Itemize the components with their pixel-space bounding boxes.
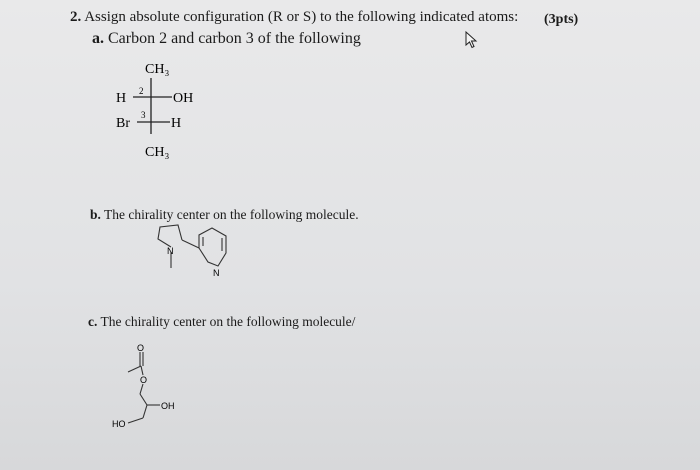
question-prompt: Assign absolute configuration (R or S) to the following indicated atoms:: [84, 9, 519, 25]
acetyl-methyl-bond: [128, 366, 141, 372]
ring-link-bond: [182, 240, 199, 248]
question-points: (3pts): [544, 12, 579, 27]
part-c-text: The chirality center on the following molecule/: [100, 314, 356, 329]
fischer-bottom-group: CH₃: [145, 145, 170, 160]
fischer-top-group: CH₃: [145, 62, 170, 77]
ester-bond: [141, 366, 143, 375]
fischer-c2-right: OH: [173, 91, 194, 106]
part-a-text: Carbon 2 and carbon 3 of the following: [108, 30, 361, 47]
molecule-c-right-oh: OH: [161, 401, 175, 411]
part-c-label: c.: [88, 314, 98, 329]
part-a-label: a.: [92, 30, 104, 47]
molecule-b-pyrrolidine-n: N: [167, 246, 174, 256]
molecule-b-pyridine-n: N: [213, 268, 220, 278]
ho-bond: [128, 418, 143, 423]
fischer-c3-right: H: [171, 116, 182, 131]
pyrrolidine-ring: [158, 225, 182, 247]
molecule-c: [128, 352, 160, 423]
ch2-bond-1: [140, 384, 143, 394]
fischer-c2-left: H: [116, 91, 127, 106]
mouse-cursor-icon: [466, 32, 476, 48]
molecule-c-ester-o: O: [140, 375, 148, 385]
molecule-c-carbonyl-o: O: [137, 343, 145, 353]
fischer-c3-number: 3: [141, 110, 146, 120]
part-b-text: The chirality center on the following molecule.: [104, 207, 359, 222]
fischer-c2-number: 2: [139, 86, 144, 96]
molecule-c-left-ho: HO: [112, 419, 126, 429]
ch2-bond-2: [140, 394, 147, 405]
fischer-c3-left: Br: [116, 116, 130, 131]
question-number: 2.: [70, 9, 82, 25]
part-b-label: b.: [90, 207, 101, 222]
chain-bond: [143, 405, 147, 418]
